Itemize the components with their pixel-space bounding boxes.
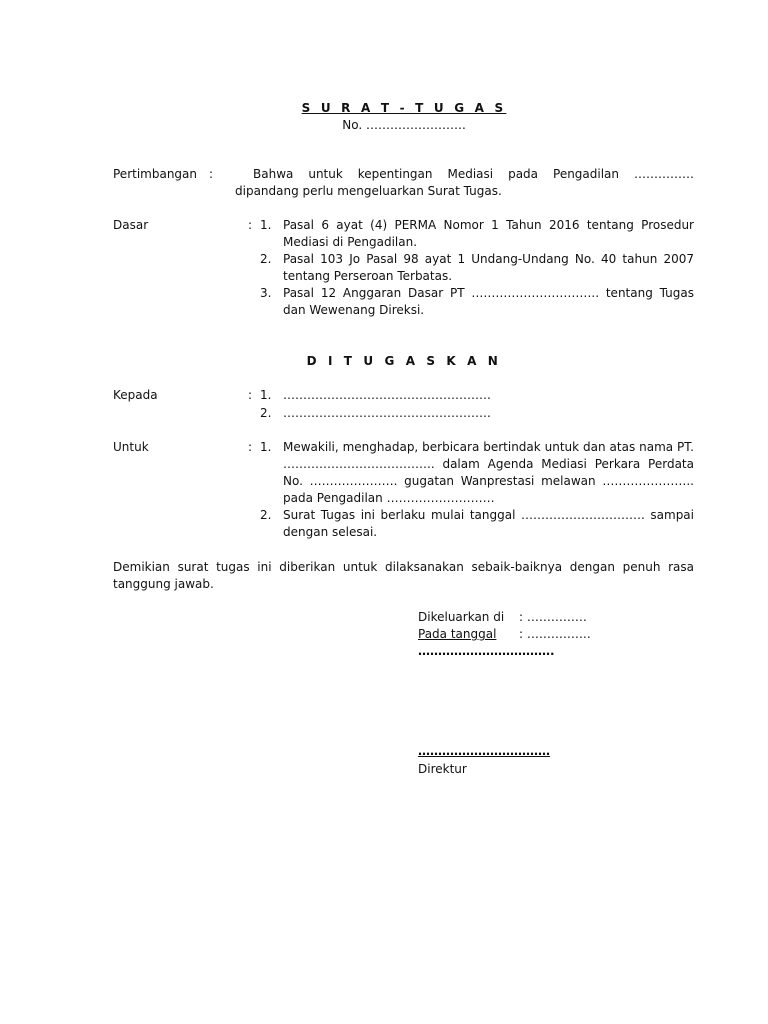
document-number: No. ……………………. (342, 118, 466, 132)
untuk-item-1-text: Mewakili, menghadap, berbicara bertindak untuk dan atas nama PT. ……………………………….. dalam Agenda Mediasi Perkara Perdata No. …………………. gugatan Wanprestasi melawan ………………….. pada Pengadilan ……………………… (283, 440, 694, 505)
ditugaskan-heading: D I T U G A S K A N (306, 354, 502, 368)
kepada-item-1-number: 1. (260, 388, 272, 402)
pertimbangan-label: Pertimbangan (113, 167, 198, 181)
dasar-colon: : (248, 218, 253, 232)
closing-paragraph: Demikian surat tugas ini diberikan untuk dilaksanakan sebaik-baiknya dengan penuh rasa tanggung jawab. (113, 560, 694, 591)
untuk-item-1-number: 1. (260, 440, 272, 454)
kepada-item-1-text: ……………………………………………. (283, 388, 491, 402)
kepada-item-2-number: 2. (260, 406, 272, 420)
untuk-colon: : (248, 440, 253, 454)
tanggal-value: : ……………. (519, 627, 591, 641)
untuk-label: Untuk (113, 440, 149, 454)
pertimbangan-colon: : (209, 167, 214, 181)
kepada-label: Kepada (113, 388, 158, 402)
untuk-item-2-number: 2. (260, 508, 272, 522)
dasar-item-2-text: Pasal 103 Jo Pasal 98 ayat 1 Undang-Undang No. 40 tahun 2007 tentang Perseroan Terbatas. (283, 252, 694, 283)
dasar-item-3-number: 3. (260, 286, 272, 300)
dasar-item-1-text: Pasal 6 ayat (4) PERMA Nomor 1 Tahun 2016 tentang Prosedur Mediasi di Pengadilan. (283, 218, 694, 249)
tanggal-row (418, 626, 590, 643)
dasar-item-2-number: 2. (260, 252, 272, 266)
dasar-label: Dasar (113, 218, 149, 232)
pertimbangan-text: Bahwa untuk kepentingan Mediasi pada Pengadilan …………… dipandang perlu mengeluarkan Surat Tugas. (235, 167, 694, 198)
tanggal-label: Pada tanggal (418, 627, 497, 641)
kepada-colon: : (248, 388, 253, 402)
dasar-item-1-number: 1. (260, 218, 272, 232)
document-title: S U R A T - T U G A S (301, 101, 507, 115)
dikeluarkan-label: Dikeluarkan di (418, 610, 505, 624)
signature-name-line: …………………………… (418, 744, 550, 758)
kepada-item-2-text: ……………………………………………. (283, 406, 491, 420)
signature-place-line: ……………………………. (418, 644, 555, 658)
signature-role: Direktur (418, 762, 467, 776)
untuk-item-2-text: Surat Tugas ini berlaku mulai tanggal …………………………. sampai dengan selesai. (283, 508, 694, 539)
dikeluarkan-value: : …………… (519, 610, 587, 624)
dasar-item-3-text: Pasal 12 Anggaran Dasar PT ………………………….. tentang Tugas dan Wewenang Direksi. (283, 286, 694, 317)
